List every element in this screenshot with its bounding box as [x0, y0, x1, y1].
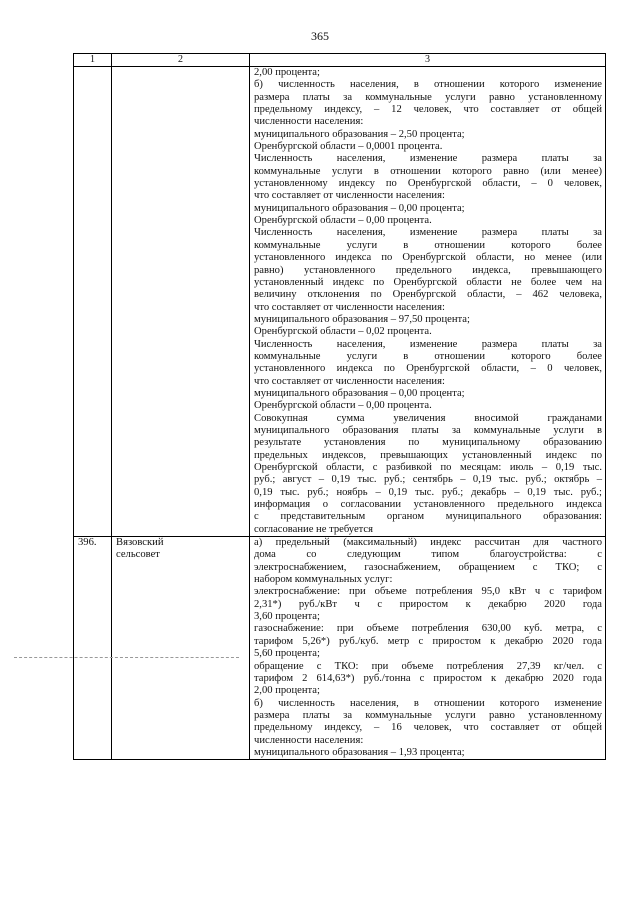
- text-line: Оренбургской области – 0,0001 процента.: [254, 141, 443, 153]
- text-line: дома со следующим типом благоустройства: с: [254, 549, 602, 561]
- page-number: 365: [311, 29, 329, 43]
- text-line: информация о согласовании установленного предельного индекса: [254, 499, 602, 511]
- header-row: [74, 54, 606, 67]
- text-line: муниципального образования – 2,50 процента;: [254, 128, 465, 140]
- text-line: муниципального образования – 1,93 процента;: [254, 746, 465, 758]
- description-text: [254, 537, 602, 759]
- text-line: обращение с ТКО: при объеме потребления 27,39 кг/чел. с: [254, 660, 602, 672]
- row-description: [250, 67, 606, 537]
- text-line: Численность населения, изменение размера платы за: [254, 338, 602, 350]
- text-line: тарифом 5,26*) руб./куб. метр с приростом к декабрю 2020 года: [254, 635, 602, 647]
- table-row: [74, 67, 606, 537]
- text-line: результате установления по муниципальному образованию: [254, 437, 602, 449]
- settlement-name: [112, 537, 250, 760]
- text-line: б) численность населения, в отношении которого изменение: [254, 697, 602, 709]
- text-line: предельному индексу, – 16 человек, что составляет от общей: [254, 722, 602, 734]
- header-col-2: 2: [112, 54, 250, 67]
- text-line: коммунальные услуги в отношении которого более: [254, 239, 602, 251]
- text-line: Численность населения, изменение размера платы за: [254, 153, 602, 165]
- header-col-3: 3: [250, 54, 606, 67]
- text-line: 2,31*) руб./кВт ч с приростом к декабрю 2020 года: [254, 598, 602, 610]
- text-line: Совокупная сумма увеличения вносимой гражданами: [254, 412, 602, 424]
- text-line: муниципального образования – 97,50 процента;: [254, 313, 470, 325]
- text-line: установленного индекса по Оренбургской области, но менее (или: [254, 252, 602, 264]
- description-text: [254, 67, 602, 536]
- text-line: что составляет от численности населения:: [254, 301, 445, 313]
- row-description: [250, 537, 606, 760]
- text-line: Оренбургской области – 0,00 процента.: [254, 215, 432, 227]
- text-line: с представительным органом муниципального образования:: [254, 511, 602, 523]
- text-line: руб.; август – 0,19 тыс. руб.; сентябрь – 0,19 тыс. руб.; октябрь –: [254, 474, 602, 486]
- text-line: согласование не требуется: [254, 523, 374, 535]
- row-number: 396.: [74, 537, 112, 760]
- text-line: электроснабжение: при объеме потребления 95,0 кВт ч с тарифом: [254, 586, 602, 598]
- settlement-name: [112, 67, 250, 537]
- text-line: коммунальные услуги в отношении которого равно (или менее): [254, 165, 602, 177]
- text-line: величину отклонения по Оренбургской области, – 462 человека,: [254, 289, 602, 301]
- table-row: [74, 537, 606, 760]
- text-line: установленному индексу по Оренбургской области, – 0 человек,: [254, 178, 602, 190]
- text-line: 2,00 процента;: [254, 67, 320, 78]
- text-line: 3,60 процента;: [254, 611, 320, 623]
- text-line: что составляет от численности населения:: [254, 190, 445, 202]
- row-number: [74, 67, 112, 537]
- text-line: муниципального образования – 0,00 процента;: [254, 387, 465, 399]
- settlements-table: [73, 53, 606, 760]
- settlement-name-line: сельсовет: [116, 549, 160, 561]
- text-line: Численность населения, изменение размера платы за: [254, 227, 602, 239]
- header-col-1: 1: [74, 54, 112, 67]
- text-line: предельных индексов, превышающих установленный индекс по: [254, 449, 602, 461]
- text-line: Оренбургской области – 0,02 процента.: [254, 326, 432, 338]
- settlement-name-line: Вязовский: [116, 537, 164, 549]
- text-line: муниципального образования платы за коммунальные услуги в: [254, 424, 602, 436]
- text-line: численности населения:: [254, 116, 364, 128]
- text-line: тарифом 2 614,63*) руб./тонна с приростом к декабрю 2020 года: [254, 672, 602, 684]
- text-line: установленный индекс по Оренбургской области не более чем на: [254, 276, 602, 288]
- text-line: численности населения:: [254, 734, 364, 746]
- text-line: что составляет от численности населения:: [254, 375, 445, 387]
- text-line: муниципального образования – 0,00 процента;: [254, 202, 465, 214]
- text-line: коммунальные услуги в отношении которого более: [254, 350, 602, 362]
- text-line: Оренбургской области – 0,00 процента.: [254, 400, 432, 412]
- text-line: установленного индекса по Оренбургской области, – 0 человек,: [254, 363, 602, 375]
- scan-artifact-line: [14, 657, 239, 658]
- text-line: а) предельный (максимальный) индекс рассчитан для частного: [254, 537, 602, 549]
- text-line: размера платы за коммунальные услуги равно установленному: [254, 91, 602, 103]
- text-line: б) численность населения, в отношении которого изменение: [254, 79, 602, 91]
- text-line: предельному индексу, – 12 человек, что составляет от общей: [254, 104, 602, 116]
- text-line: электроснабжением, газоснабжением, обращением с ТКО; с: [254, 561, 602, 573]
- text-line: равно) установленного предельного индекса, превышающего: [254, 264, 602, 276]
- text-line: 5,60 процента;: [254, 648, 320, 660]
- text-line: 0,19 тыс. руб.; ноябрь – 0,19 тыс. руб.; декабрь – 0,19 тыс. руб.;: [254, 486, 602, 498]
- text-line: размера платы за коммунальные услуги равно установленному: [254, 709, 602, 721]
- text-line: набором коммунальных услуг:: [254, 574, 393, 586]
- text-line: газоснабжение: при объеме потребления 630,00 куб. метра, с: [254, 623, 602, 635]
- text-line: Оренбургской области, с разбивкой по месяцам: июль – 0,19 тыс.: [254, 462, 602, 473]
- text-line: 2,00 процента;: [254, 685, 320, 697]
